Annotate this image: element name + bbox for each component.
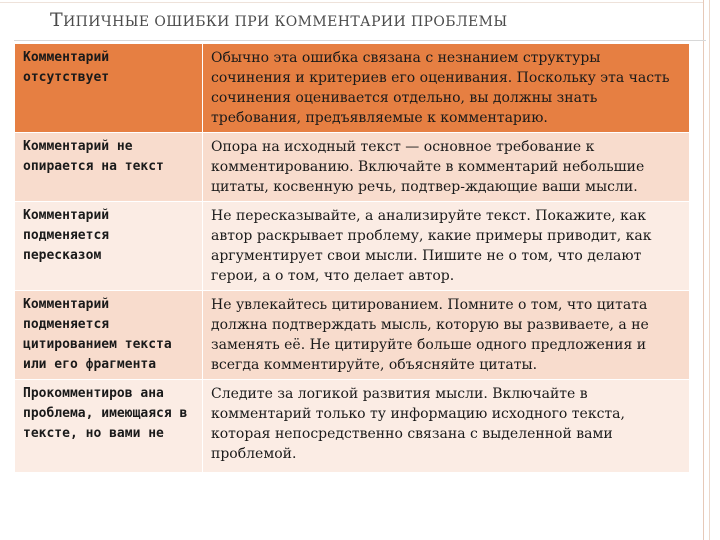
- issue-cell: Комментарий подменяется пересказом: [15, 202, 203, 291]
- table-row: [15, 44, 690, 133]
- advice-cell: Следите за логикой развития мысли. Включайте в комментарий только ту информацию исходного текста, которая непосредственно связана с выделенной вами проблемой.: [203, 380, 690, 473]
- errors-table: [14, 43, 690, 473]
- table-row: [15, 202, 690, 291]
- issue-cell: Комментарий не опирается на текст: [15, 133, 203, 202]
- frame-top-line: [0, 2, 704, 3]
- table-row: [15, 291, 690, 380]
- issue-cell: Прокомментиров ана проблема, имеющаяся в тексте, но вами не: [15, 380, 203, 473]
- table-row: [15, 380, 690, 473]
- table-row: [15, 133, 690, 202]
- advice-cell: Обычно эта ошибка связана с незнанием структуры сочинения и критериев его оценивания. Поскольку эта часть сочинения оценивается отдельно, вы должны знать требования, предъявляемые к комментарию.: [203, 44, 690, 133]
- issue-cell: Комментарий подменяется цитированием текста или его фрагмента: [15, 291, 203, 380]
- advice-cell: Не пересказывайте, а анализируйте текст. Покажите, как автор раскрывает проблему, какие примеры приводит, как аргументирует свои мысли. Пишите не о том, что делают герои, а о том, что делает автор.: [203, 202, 690, 291]
- advice-cell: Опора на исходный текст — основное требование к комментированию. Включайте в комментарий небольшие цитаты, косвенную речь, подтвер-ждающие ваши мысли.: [203, 133, 690, 202]
- slide-title: [50, 9, 690, 31]
- issue-cell: Комментарий отсутствует: [15, 44, 203, 133]
- frame-border-right: [703, 0, 720, 540]
- advice-cell: Не увлекайтесь цитированием. Помните о том, что цитата должна подтверждать мысль, которую вы развиваете, а не заменять её. Не цитируйте больше одного предложения и всегда комментируйте, объясняйте цитаты.: [203, 291, 690, 380]
- slide-title-initial: Т: [50, 9, 64, 31]
- slide-title-rest: ИПИЧНЫЕ ОШИБКИ ПРИ КОММЕНТАРИИ ПРОБЛЕМЫ: [63, 14, 508, 30]
- title-underline: [14, 40, 706, 41]
